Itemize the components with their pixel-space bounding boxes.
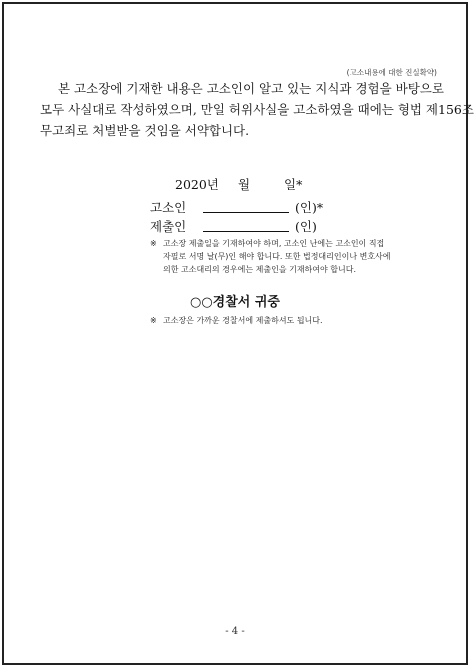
pledge-line-1: 본 고소장에 기재한 내용은 고소인이 알고 있는 지식과 경험을 바탕으로 bbox=[58, 81, 444, 96]
station-note-text: 고소장은 가까운 경찰서에 제출하셔도 됩니다. bbox=[163, 316, 323, 325]
station-note bbox=[150, 314, 450, 328]
truth-pledge-paragraph bbox=[40, 78, 474, 141]
date-day: 일* bbox=[284, 177, 303, 192]
submitter-seal: (인) bbox=[295, 219, 317, 234]
date-row bbox=[0, 175, 470, 193]
complainant-label: 고소인 bbox=[150, 200, 187, 215]
date-month: 월 bbox=[238, 177, 251, 192]
submission-note bbox=[150, 237, 440, 277]
pledge-line-3: 무고죄로 처벌받을 것임을 서약합니다. bbox=[40, 123, 250, 138]
note-line-1: 고소장 제출일을 기재하여야 하며, 고소인 난에는 고소인이 직접 bbox=[163, 239, 385, 248]
page-number: - 4 - bbox=[225, 626, 245, 637]
pledge-line-2: 모두 사실대로 작성하였으며, 만일 허위사실을 고소하였을 때에는 형법 제156조 bbox=[40, 102, 474, 117]
submitter-label: 제출인 bbox=[150, 219, 187, 234]
police-station-addressee: ○○경찰서 귀중 bbox=[189, 295, 280, 310]
date-year: 2020년 bbox=[175, 177, 219, 192]
note-mark: ※ bbox=[150, 316, 157, 325]
note-mark: ※ bbox=[150, 239, 157, 248]
truth-pledge-heading: (고소내용에 대한 진실확약) bbox=[346, 68, 437, 77]
note-line-3: 의한 고소대리의 경우에는 제출인을 기재하여야 합니다. bbox=[163, 265, 356, 274]
complainant-signature-line[interactable] bbox=[203, 212, 289, 213]
complainant-seal: (인)* bbox=[295, 200, 324, 215]
submitter-signature-line[interactable] bbox=[203, 231, 289, 232]
note-line-2: 자필로 서명 날(무)인 해야 합니다. 또한 법정대리인이나 변호사에 bbox=[163, 252, 391, 261]
